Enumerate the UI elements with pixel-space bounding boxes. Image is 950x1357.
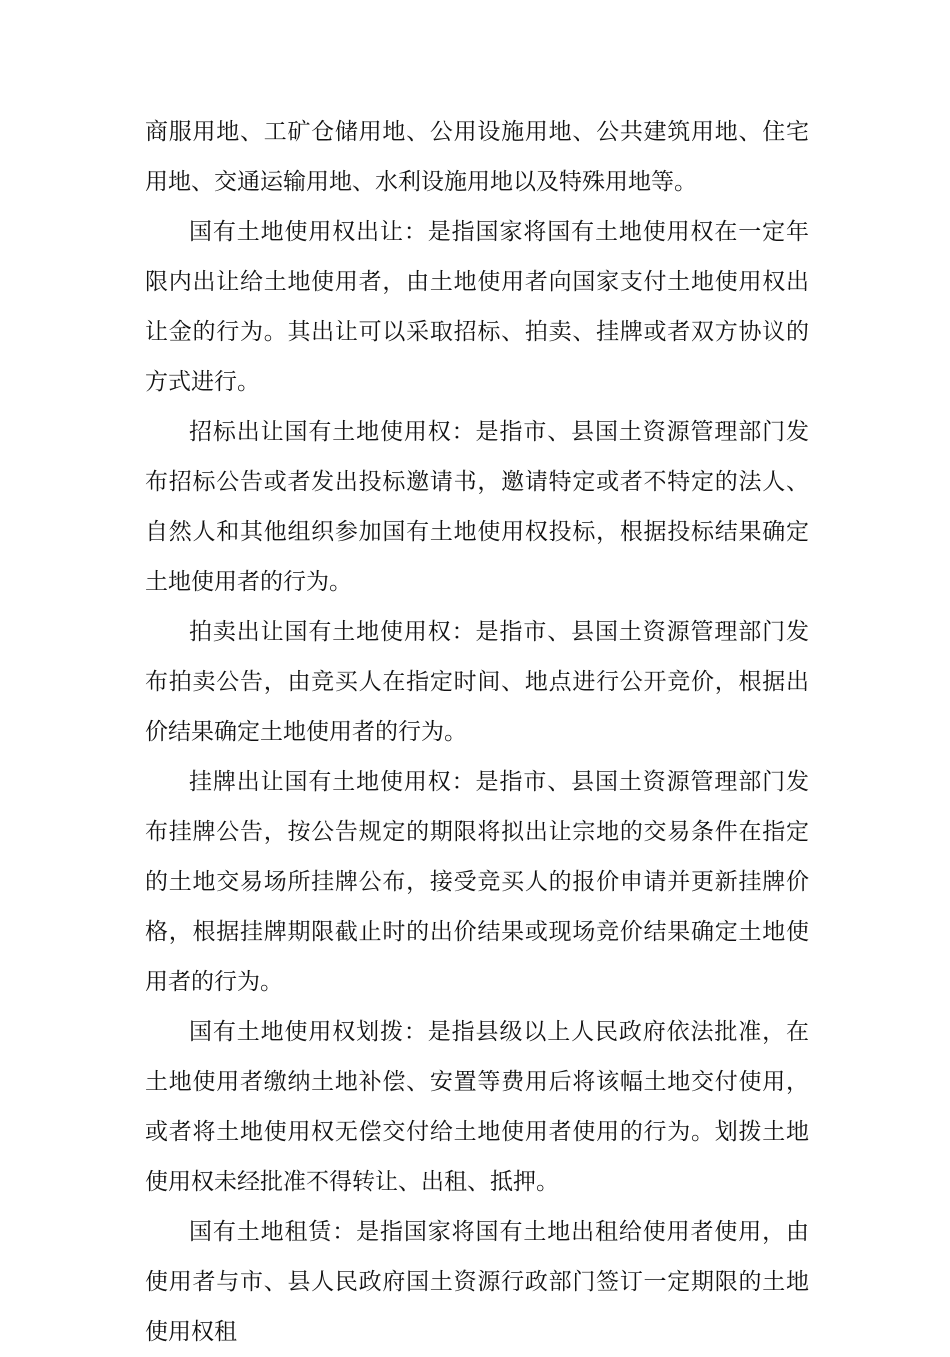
- document-body: [145, 107, 809, 1357]
- paragraph-tender-transfer: 招标出让国有土地使用权：是指市、县国土资源管理部门发布招标公告或者发出投标邀请书，邀请特定或者不特定的法人、自然人和其他组织参加国有土地使用权投标，根据投标结果确定土地使用者的行为。: [145, 419, 809, 595]
- paragraph-allocation: 国有土地使用权划拨：是指县级以上人民政府依法批准，在土地使用者缴纳土地补偿、安置等费用后将该幅土地交付使用，或者将土地使用权无偿交付给土地使用者使用的行为。划拨土地使用权未经批准不得转让、出租、抵押。: [145, 1019, 809, 1195]
- paragraph-auction-transfer: 拍卖出让国有土地使用权：是指市、县国土资源管理部门发布拍卖公告，由竞买人在指定时间、地点进行公开竞价，根据出价结果确定土地使用者的行为。: [145, 619, 809, 745]
- paragraph-land-use-right-transfer: 国有土地使用权出让：是指国家将国有土地使用权在一定年限内出让给土地使用者，由土地使用者向国家支付土地使用权出让金的行为。其出让可以采取招标、拍卖、挂牌或者双方协议的方式进行。: [145, 219, 809, 395]
- paragraph-land-use-types: 商服用地、工矿仓储用地、公用设施用地、公共建筑用地、住宅用地、交通运输用地、水利设施用地以及特殊用地等。: [145, 119, 809, 195]
- paragraph-listing-transfer: 挂牌出让国有土地使用权：是指市、县国土资源管理部门发布挂牌公告，按公告规定的期限将拟出让宗地的交易条件在指定的土地交易场所挂牌公布，接受竞买人的报价申请并更新挂牌价格，根据挂牌期限截止时的出价结果或现场竞价结果确定土地使用者的行为。: [145, 769, 809, 995]
- paragraph-land-lease: 国有土地租赁：是指国家将国有土地出租给使用者使用，由使用者与市、县人民政府国土资源行政部门签订一定期限的土地使用权租: [145, 1219, 809, 1345]
